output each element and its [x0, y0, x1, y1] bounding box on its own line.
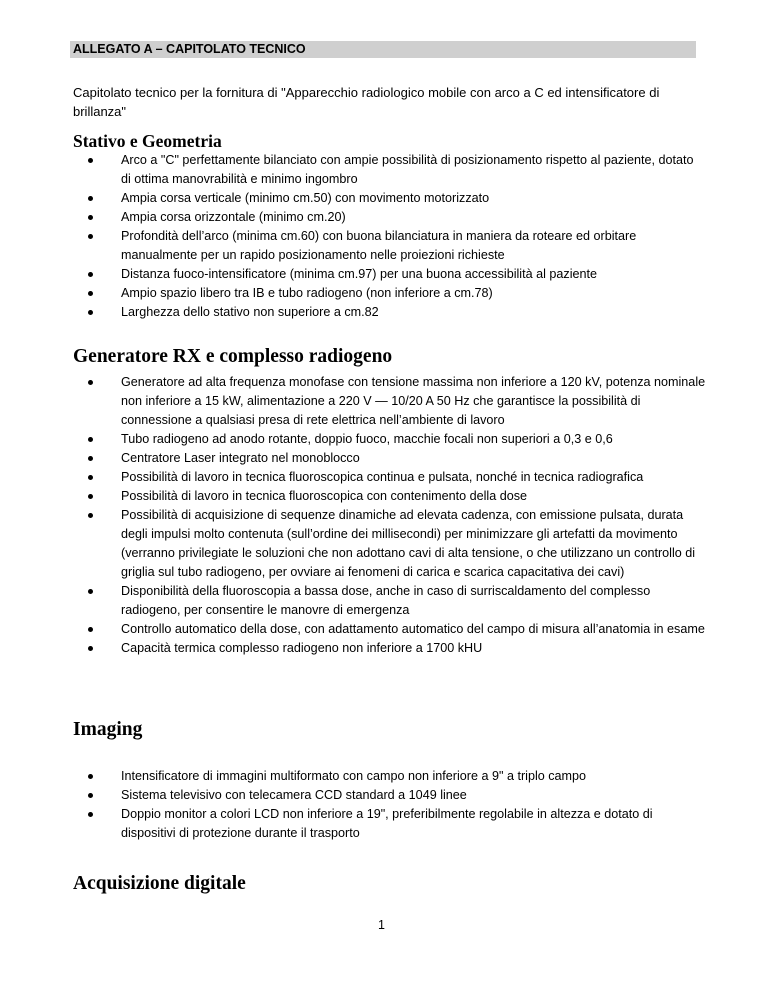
- list-item: Tubo radiogeno ad anodo rotante, doppio fuoco, macchie focali non superiori a 0,3 e 0,6: [0, 430, 706, 449]
- list-item: Arco a "C" perfettamente bilanciato con ampie possibilità di posizionamento rispetto al paziente, dotato di ottima manovrabilità e minimo ingombro: [0, 151, 706, 189]
- bullet-icon: [88, 380, 93, 385]
- bullet-icon: [88, 793, 93, 798]
- list-item: Doppio monitor a colori LCD non inferiore a 19", preferibilmente regolabile in altezza e dotato di dispositivi di protezione durante il trasporto: [0, 805, 706, 843]
- document-header-title: ALLEGATO A – CAPITOLATO TECNICO: [73, 42, 306, 56]
- bullet-icon: [88, 272, 93, 277]
- list-item: Profondità dell’arco (minima cm.60) con buona bilanciatura in maniera da roteare ed orbitare manualmente per un rapido posizionamento nelle proiezioni richieste: [0, 227, 706, 265]
- list-item: Capacità termica complesso radiogeno non inferiore a 1700 kHU: [0, 639, 706, 658]
- list-item: Possibilità di lavoro in tecnica fluoroscopica con contenimento della dose: [0, 487, 706, 506]
- section-heading-stativo: Stativo e Geometria: [73, 131, 222, 151]
- section-heading-imaging: Imaging: [73, 719, 143, 740]
- list-item: Larghezza dello stativo non superiore a cm.82: [0, 303, 706, 322]
- bullet-icon: [88, 646, 93, 651]
- bullet-icon: [88, 494, 93, 499]
- bullet-icon: [88, 456, 93, 461]
- section-heading-acquisizione: Acquisizione digitale: [73, 873, 246, 894]
- bullet-icon: [88, 812, 93, 817]
- bullet-icon: [88, 589, 93, 594]
- bullet-icon: [88, 475, 93, 480]
- intro-paragraph: Capitolato tecnico per la fornitura di "Apparecchio radiologico mobile con arco a C ed intensificatore di brillanza": [73, 85, 660, 119]
- bullet-icon: [88, 627, 93, 632]
- bullet-icon: [88, 158, 93, 163]
- bullet-icon: [88, 774, 93, 779]
- header-bar: [70, 41, 696, 58]
- section-heading-generatore: Generatore RX e complesso radiogeno: [73, 346, 393, 367]
- list-item: Sistema televisivo con telecamera CCD standard a 1049 linee: [0, 786, 706, 805]
- bullet-icon: [88, 215, 93, 220]
- list-item: Generatore ad alta frequenza monofase con tensione massima non inferiore a 120 kV, potenza nominale non inferiore a 15 kW, alimentazione a 220 V — 10/20 A 50 Hz che garantisce la possibilità di connessione a qualsiasi presa di rete elettrica nell’ambiente di lavoro: [0, 373, 706, 430]
- list-item: Possibilità di acquisizione di sequenze dinamiche ad elevata cadenza, con emissione pulsata, durata degli impulsi molto contenuta (sull’ordine dei millisecondi) per minimizzare gli artefatti da movimento (verranno privilegiate le soluzioni che non adottano cavi di alta tensione, o che utilizzano un controllo di griglia sul tubo radiogeno, per ovviare ai fenomeni di carica e scarica capacitativa dei cavi): [0, 506, 706, 582]
- bullet-icon: [88, 513, 93, 518]
- list-item: Distanza fuoco-intensificatore (minima cm.97) per una buona accessibilità al paziente: [0, 265, 706, 284]
- bullet-icon: [88, 310, 93, 315]
- list-item: Ampia corsa orizzontale (minimo cm.20): [0, 208, 706, 227]
- list-item: Centratore Laser integrato nel monoblocco: [0, 449, 706, 468]
- bullet-icon: [88, 196, 93, 201]
- bullet-icon: [88, 437, 93, 442]
- list-item: Ampia corsa verticale (minimo cm.50) con movimento motorizzato: [0, 189, 706, 208]
- list-item: Intensificatore di immagini multiformato con campo non inferiore a 9" a triplo campo: [0, 767, 706, 786]
- list-item: Possibilità di lavoro in tecnica fluoroscopica continua e pulsata, nonché in tecnica radiografica: [0, 468, 706, 487]
- page-number: 1: [378, 918, 385, 932]
- bullet-icon: [88, 234, 93, 239]
- bullet-icon: [88, 291, 93, 296]
- list-item: Controllo automatico della dose, con adattamento automatico del campo di misura all’anatomia in esame: [0, 620, 706, 639]
- section-list-generatore: [0, 373, 706, 658]
- section-list-stativo: [0, 151, 700, 322]
- list-item: Disponibilità della fluoroscopia a bassa dose, anche in caso di surriscaldamento del complesso radiogeno, per consentire le manovre di emergenza: [0, 582, 706, 620]
- section-list-imaging: [0, 767, 700, 843]
- list-item: Ampio spazio libero tra IB e tubo radiogeno (non inferiore a cm.78): [0, 284, 706, 303]
